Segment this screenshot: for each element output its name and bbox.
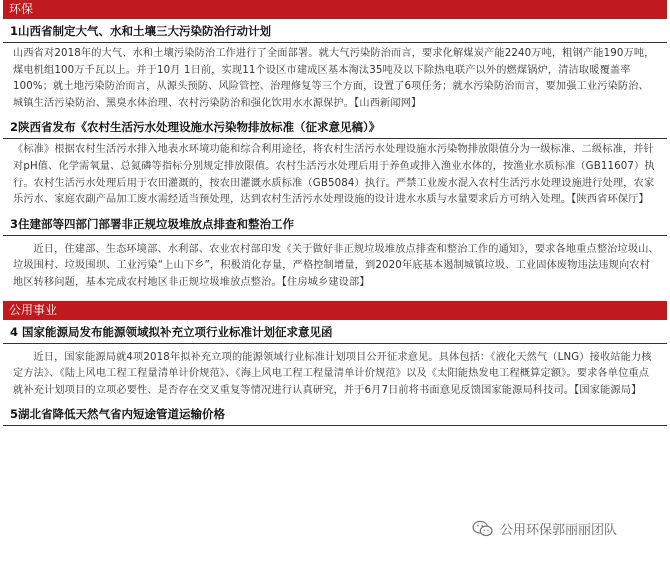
news-body-4: 近日，国家能源局就4项2018年拟补充立项的能源领域行业标准计划项目公开征求意见。具体包括：《液化天然气（LNG）接收站能力核定方法》、《陆上风电工程工程量清单计价规范》、《海上风电工程工程量清单计价规范》以及《太阳能热发电工程概算定额》。要求各单位重点就补充计划项目的立项必要性、是否存在交叉重复等情况进行认真研究，并于6月7日前将书面意见反馈国家能源局科技司。【国家能源局】: [13, 351, 652, 396]
news-title-2: 2陕西省发布《农村生活污水处理设施水污染物排放标准（征求意见稿）》: [3, 115, 667, 139]
section-header-utilities: 公用事业: [3, 301, 667, 320]
section-header-environment: 环保: [3, 0, 667, 19]
wechat-icon: [472, 520, 494, 538]
news-body-3: 近日，住建部、生态环境部、水利部、农业农村部印发《关于做好非正规垃圾堆放点排查和整治工作的通知》，要求各地重点整治垃圾山、垃圾围村、垃圾围坝、工业污染“上山下乡”，积极消化存量，严格控制增量，到2020年底基本遏制城镇垃圾、工业固体废物违法违规向农村地区转移问题，基本完成农村地区非正规垃圾堆放点整治。【住房城乡建设部】: [13, 243, 659, 288]
news-body-1: 山西省对2018年的大气、水和土壤污染防治工作进行了全面部署。就大气污染防治而言，要求化解煤炭产能2240万吨，粗钢产能190万吨，煤电机组100万千瓦以上。并于10月 1日前，实现11个设区市建成区基本淘汰35吨及以下除热电联产以外的燃煤锅炉，清洁取暖覆盖率100%；就土地污染防治而言，从源头预防、风险管控、治理修复等三个方面，设置了6项任务；就水污染防治而言，要加强工业污染防治、城镇生活污染防治、黑臭水体治理、农村污染防治和强化饮用水水源保护。【山西新闻网】: [13, 48, 655, 109]
news-title-5: 5湖北省降低天然气省内短途管道运输价格: [3, 402, 667, 426]
watermark: [472, 519, 617, 538]
news-body-2: 《标准》根据农村生活污水排入地表水环境功能和综合利用途径，将农村生活污水处理设施水污染物排放限值分为一级标准、二级标准，并针对pH值、化学需氧量、总氮磷等指标分别规定排放限值。农村生活污水处理后用于养鱼或排入渔业水体的，按渔业水质标准（GB11607）执行。农村生活污水处理后用于农田灌溉的，按农田灌溉水质标准（GB5084）执行。严禁工业废水混入农村生活污水处理设施进行处理，农家乐污水、家庭农副产品加工废水需经适当预处理，达到农村生活污水处理设施的设计进水水质与水量要求后方可纳入处理。【陕西省环保厅】: [13, 144, 655, 206]
news-title-4: 4 国家能源局发布能源领域拟补充立项行业标准计划征求意见函: [3, 320, 667, 344]
news-title-3: 3住建部等四部门部署非正规垃圾堆放点排查和整治工作: [3, 212, 667, 236]
news-title-1: 1山西省制定大气、水和土壤三大污染防治行动计划: [3, 19, 667, 43]
watermark-text: 公用环保郭丽丽团队: [500, 523, 618, 538]
